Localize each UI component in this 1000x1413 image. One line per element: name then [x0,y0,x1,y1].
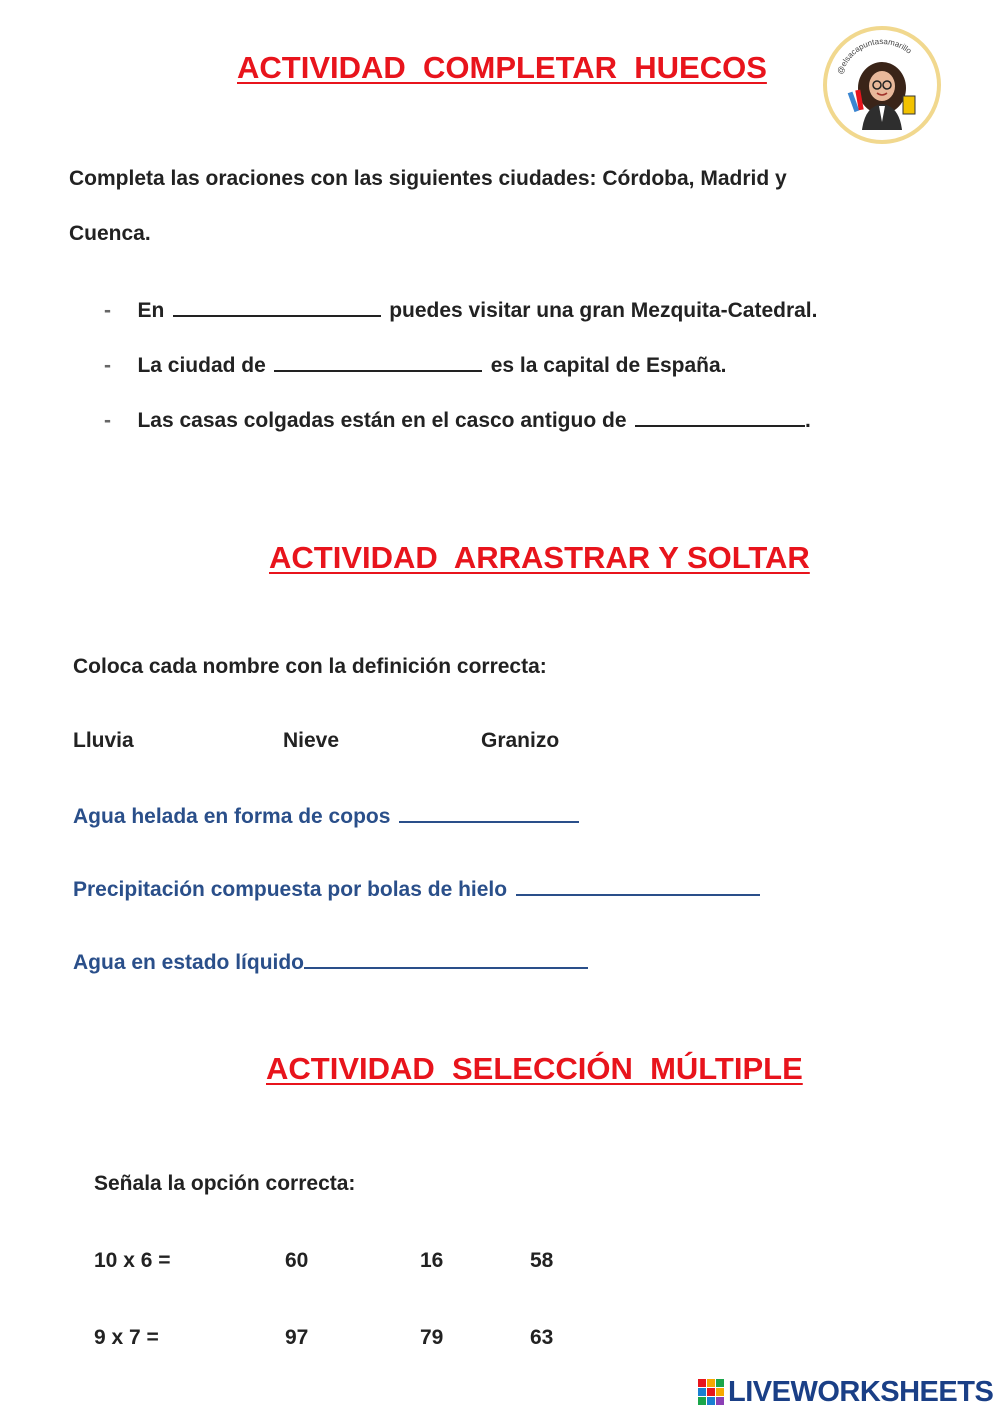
question-expression: 10 x 6 = [94,1249,171,1272]
drag-word-nieve[interactable]: Nieve [283,729,340,752]
option-60[interactable]: 60 [285,1249,309,1272]
logo-grid-icon [698,1379,724,1405]
sentence-start: En [137,299,165,322]
list-item [104,351,727,378]
drop-target[interactable] [399,802,579,823]
logo-square [716,1388,724,1396]
section1-instruction-line2: Cuenca. [69,222,151,245]
avatar-handle: @elsacapuntasamarillo [835,36,914,76]
definition-row [73,948,592,975]
logo-square [698,1388,706,1396]
definition-row [73,802,583,829]
section2-title: ACTIVIDAD ARRASTRAR Y SOLTAR [269,540,810,575]
logo-square [716,1397,724,1405]
sentence-start: Las casas colgadas están en el casco antiguo de [137,409,627,432]
list-dash: - [104,354,111,377]
option-63[interactable]: 63 [530,1326,554,1349]
drag-word-granizo[interactable]: Granizo [481,729,560,752]
section3-title: ACTIVIDAD SELECCIÓN MÚLTIPLE [266,1051,803,1086]
drop-target[interactable] [516,875,760,896]
drop-target[interactable] [304,948,588,969]
logo-square [707,1388,715,1396]
blank-input[interactable] [173,296,381,317]
sentence-start: La ciudad de [137,354,266,377]
logo-square [707,1397,715,1405]
definition-row [73,875,764,902]
option-79[interactable]: 79 [420,1326,444,1349]
option-97[interactable]: 97 [285,1326,309,1349]
logo-square [698,1397,706,1405]
section1-instruction-line1: Completa las oraciones con las siguientes ciudades: Córdoba, Madrid y [69,167,787,190]
option-58[interactable]: 58 [530,1249,554,1272]
option-16[interactable]: 16 [420,1249,444,1272]
sentence-end: puedes visitar una gran Mezquita-Catedral. [389,299,818,322]
list-item [104,406,811,433]
section1-title: ACTIVIDAD COMPLETAR HUECOS [237,50,767,85]
liveworksheets-logo [698,1375,993,1409]
list-dash: - [104,299,111,322]
sentence-end: . [804,409,811,432]
blank-input[interactable] [635,406,805,427]
logo-square [716,1379,724,1387]
avatar-illustration-icon [827,30,937,140]
blank-input[interactable] [274,351,482,372]
logo-text: LIVEWORKSHEETS [728,1375,994,1408]
definition-text: Agua en estado líquido [73,951,305,974]
definition-text: Agua helada en forma de copos [73,805,391,828]
question-expression: 9 x 7 = [94,1326,159,1349]
sentence-end: es la capital de España. [490,354,727,377]
section2-instruction: Coloca cada nombre con la definición correcta: [73,655,547,678]
drag-word-lluvia[interactable]: Lluvia [73,729,134,752]
avatar [823,26,941,144]
logo-square [707,1379,715,1387]
definition-text: Precipitación compuesta por bolas de hielo [73,878,508,901]
list-item [104,296,817,323]
logo-square [698,1379,706,1387]
list-dash: - [104,409,111,432]
section3-instruction: Señala la opción correcta: [94,1172,356,1195]
